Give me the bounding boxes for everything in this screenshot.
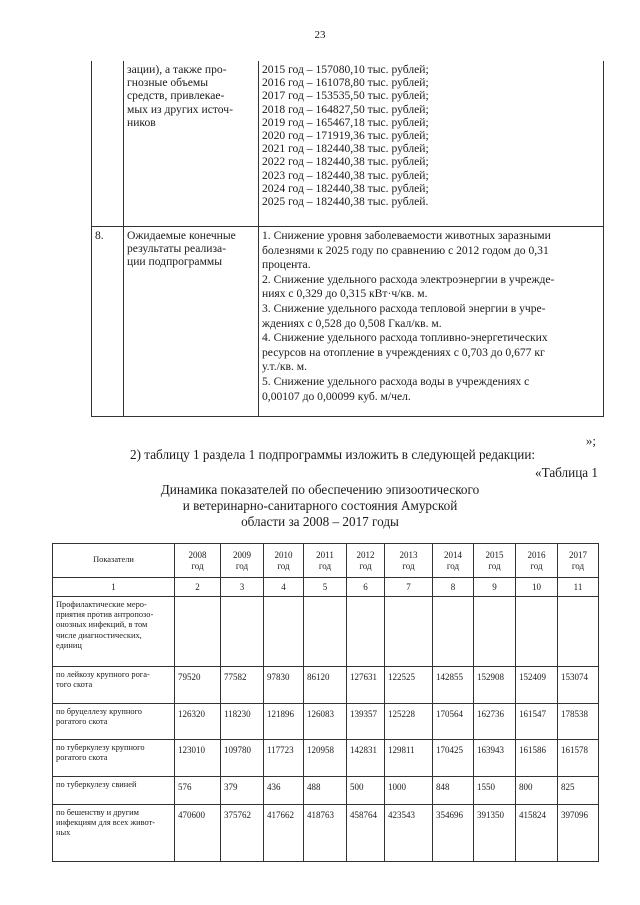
cell-value: 139357 (347, 704, 385, 740)
row-label: Профилактические меро- приятия против антропозо- онозных инфекций, в том числе диагностических, единиц (53, 597, 175, 667)
cell-value: 379 (221, 777, 264, 805)
cell-value: 118230 (221, 704, 264, 740)
cell-value: 125228 (385, 704, 433, 740)
header-year: 2009 год (221, 544, 264, 578)
cell-value: 97830 (264, 667, 304, 704)
table-row (53, 740, 599, 777)
column-number: 4 (264, 578, 304, 597)
subprogram-passport-table (91, 61, 604, 417)
header-year: 2017 год (558, 544, 599, 578)
cell-value: 152908 (474, 667, 516, 704)
table-row-funding-continued (92, 61, 604, 227)
row-label: по бруцеллезу крупного рогатого скота (53, 704, 175, 740)
column-number: 6 (347, 578, 385, 597)
cell-value: 170564 (433, 704, 474, 740)
row-label-cell: Ожидаемые конечные результаты реализа- ции подпрограммы (124, 227, 259, 417)
column-number: 10 (516, 578, 558, 597)
cell-value: 127631 (347, 667, 385, 704)
column-number: 2 (175, 578, 221, 597)
table-row (53, 805, 599, 862)
cell-value: 800 (516, 777, 558, 805)
table-row (53, 704, 599, 740)
cell-value: 86120 (304, 667, 347, 704)
cell-value: 129811 (385, 740, 433, 777)
cell-value: 415824 (516, 805, 558, 862)
header-year: 2013 год (385, 544, 433, 578)
cell-value: 120958 (304, 740, 347, 777)
cell-value: 470600 (175, 805, 221, 862)
closing-quote: »; (585, 433, 596, 448)
cell-value: 117723 (264, 740, 304, 777)
cell-value: 375762 (221, 805, 264, 862)
header-year: 2015 год (474, 544, 516, 578)
header-row (53, 544, 599, 578)
cell-value: 417662 (264, 805, 304, 862)
cell-value: 397096 (558, 805, 599, 862)
row-label: по туберкулезу свиней (53, 777, 175, 805)
cell-value: 161586 (516, 740, 558, 777)
table-row-group-heading (53, 597, 599, 667)
row-number-cell (92, 61, 124, 227)
amendment-paragraph: 2) таблицу 1 раздела 1 подпрограммы изложить в следующей редакции: (130, 447, 536, 462)
cell-value: 162736 (474, 704, 516, 740)
cell-value: 126083 (304, 704, 347, 740)
cell-value: 142831 (347, 740, 385, 777)
table-row-expected-results (92, 227, 604, 417)
column-number: 5 (304, 578, 347, 597)
cell-value: 178538 (558, 704, 599, 740)
cell-value: 161578 (558, 740, 599, 777)
row-number-cell: 8. (92, 227, 124, 417)
row-label-cell: зации), а также про- гнозные объемы средств, привлекае- мых из других источ- ников (124, 61, 259, 227)
row-value-cell: 2015 год – 157080,10 тыс. рублей; 2016 год – 161078,80 тыс. рублей; 2017 год – 153535,50 тыс. рублей; 2018 год – 164827,50 тыс. рублей; 2019 год – 165467,18 тыс. рублей; 2020 год – 171919,36 тыс. рублей; 2021 год – 182440,38 тыс. рублей; 2022 год – 182440,38 тыс. рублей; 2023 год – 182440,38 тыс. рублей; 2024 год – 182440,38 тыс. рублей; 2025 год – 182440,38 тыс. рублей. (259, 61, 604, 227)
cell-value: 458764 (347, 805, 385, 862)
cell-value: 152409 (516, 667, 558, 704)
cell-value: 77582 (221, 667, 264, 704)
cell-value: 436 (264, 777, 304, 805)
table-row (53, 777, 599, 805)
cell-value: 1000 (385, 777, 433, 805)
header-indicators: Показатели (53, 544, 175, 578)
cell-value: 576 (175, 777, 221, 805)
page-number: 23 (314, 29, 326, 41)
table-row (53, 667, 599, 704)
cell-value: 123010 (175, 740, 221, 777)
cell-value: 121896 (264, 704, 304, 740)
column-number: 7 (385, 578, 433, 597)
cell-value: 825 (558, 777, 599, 805)
row-label: по лейкозу крупного рога- того скота (53, 667, 175, 704)
header-year: 2010 год (264, 544, 304, 578)
cell-value: 126320 (175, 704, 221, 740)
cell-value: 423543 (385, 805, 433, 862)
table-title: Динамика показателей по обеспечению эпизоотического и ветеринарно-санитарного состояния Амурской области за 2008 – 2017 годы (160, 482, 480, 529)
header-year: 2014 год (433, 544, 474, 578)
row-label: по туберкулезу крупного рогатого скота (53, 740, 175, 777)
column-number: 9 (474, 578, 516, 597)
cell-value: 79520 (175, 667, 221, 704)
row-label: по бешенству и другим инфекциям для всех живот- ных (53, 805, 175, 862)
row-value-cell: 1. Снижение уровня заболеваемости животных заразными болезнями к 2025 году по сравнению с 2012 годом до 0,31 процента. 2. Снижение удельного расхода электроэнергии в учрежде- ниях с 0,329 до 0,315 кВт·ч/кв. м. 3. Снижение удельного расхода тепловой энергии в учре- ждениях с 0,528 до 0,508 Гкал/кв. м. 4. Снижение удельного расхода топливно-энергетических ресурсов на отопление в учреждениях с 0,703 до 0,677 кг у.т./кв. м. 5. Снижение удельного расхода воды в учреждениях с 0,00107 до 0,00099 куб. м/чел. (259, 227, 604, 417)
cell-value: 418763 (304, 805, 347, 862)
column-number: 8 (433, 578, 474, 597)
cell-value: 161547 (516, 704, 558, 740)
header-year: 2011 год (304, 544, 347, 578)
cell-value: 122525 (385, 667, 433, 704)
cell-value: 153074 (558, 667, 599, 704)
cell-value: 170425 (433, 740, 474, 777)
column-number: 3 (221, 578, 264, 597)
cell-value: 1550 (474, 777, 516, 805)
cell-value: 391350 (474, 805, 516, 862)
cell-value: 848 (433, 777, 474, 805)
cell-value: 109780 (221, 740, 264, 777)
cell-value: 354696 (433, 805, 474, 862)
cell-value: 488 (304, 777, 347, 805)
header-year: 2016 год (516, 544, 558, 578)
column-number: 11 (558, 578, 599, 597)
cell-value: 142855 (433, 667, 474, 704)
column-number-row (53, 578, 599, 597)
cell-value: 163943 (474, 740, 516, 777)
column-number: 1 (53, 578, 175, 597)
cell-value: 500 (347, 777, 385, 805)
table-label: «Таблица 1 (535, 465, 598, 480)
header-year: 2012 год (347, 544, 385, 578)
indicators-table (52, 543, 599, 862)
header-year: 2008 год (175, 544, 221, 578)
